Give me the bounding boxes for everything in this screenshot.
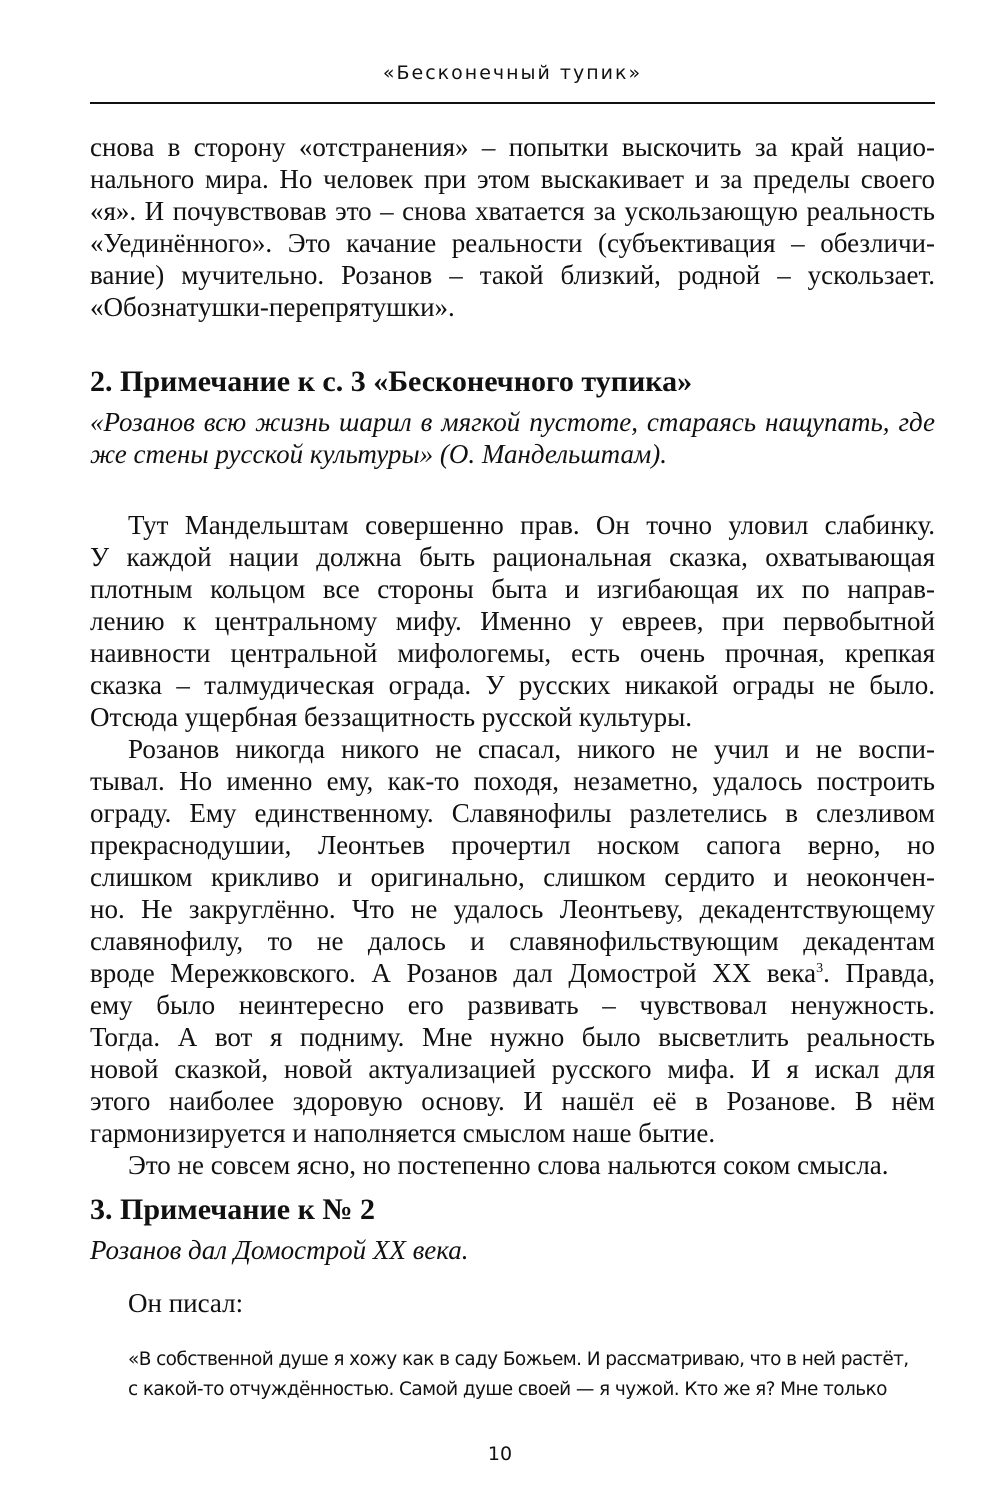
paragraph-2c — [90, 1149, 935, 1181]
running-header: «Бесконечный тупик» — [382, 62, 643, 84]
paragraph-2b — [90, 733, 935, 1149]
text-line: прекраснодушии, Леонтьев прочертил носком сапога верно, но — [90, 830, 935, 860]
text-line: «Розанов всю жизнь шарил в мягкой пустоте, стараясь нащупать, где — [90, 407, 935, 437]
text-line: Он писал: — [128, 1288, 244, 1318]
text-line: но. Не закруглённо. Что не удалось Леонтьеву, декадентствующему — [90, 894, 935, 924]
text-line: «Обознатушки-перепрятушки». — [90, 292, 455, 322]
section-3-lead — [90, 1287, 935, 1319]
text-line: вание) мучительно. Розанов – такой близкий, родной – ускользает. — [90, 260, 935, 290]
text-line: У каждой нации должна быть рациональная сказка, охватывающая — [90, 542, 935, 572]
text-segment: . Правда, — [823, 958, 936, 988]
text-line: же стены русской культуры» (О. Мандельштам). — [90, 439, 667, 469]
text-line: сказка – талмудическая ограда. У русских никакой ограды не было. — [90, 670, 935, 700]
text-line: гармонизируется и наполняется смыслом наше бытие. — [90, 1118, 716, 1148]
text-line: этого наиболее здоровую основу. И нашёл её в Розанове. В нём — [90, 1086, 935, 1116]
text-line: Розанов никогда никого не спасал, никого не учил и не воспи- — [128, 734, 935, 764]
section-2-epigraph — [90, 406, 935, 470]
text-line-with-footnote — [90, 957, 935, 989]
text-line: ограду. Ему единственному. Славянофилы разлетелись в слезливом — [90, 798, 935, 828]
text-line: «я». И почувствовав это – снова хватается за ускользающую реальность — [90, 196, 935, 226]
footnote-mark[interactable]: 3 — [816, 961, 824, 976]
paragraph-1 — [90, 131, 935, 323]
header-rule — [90, 102, 935, 104]
text-line: Тут Мандельштам совершенно прав. Он точно уловил слабинку. — [128, 510, 935, 540]
quote-block — [128, 1345, 908, 1405]
text-line: новой сказкой, новой актуализацией русского мифа. И я искал для — [90, 1054, 935, 1084]
text-line: плотным кольцом все стороны быта и изгибающая их по направ- — [90, 574, 935, 604]
text-line: тывал. Но именно ему, как-то походя, незаметно, удалось построить — [90, 766, 935, 796]
text-line: Розанов дал Домострой XX века. — [90, 1235, 469, 1265]
section-3-heading: 3. Примечание к № 2 — [90, 1193, 376, 1226]
text-line: нального мира. Но человек при этом выскакивает и за пределы своего — [90, 164, 935, 194]
section-2-heading: 2. Примечание к с. 3 «Бесконечного тупика» — [90, 365, 693, 398]
text-line: Тогда. А вот я подниму. Мне нужно было высветлить реальность — [90, 1022, 935, 1052]
text-line: снова в сторону «отстранения» – попытки выскочить за край нацио- — [90, 132, 935, 162]
text-line: наивности центральной мифологемы, есть очень прочная, крепкая — [90, 638, 935, 668]
text-line: слишком крикливо и оригинально, слишком сердито и неокончен- — [90, 862, 935, 892]
section-3-epigraph — [90, 1234, 935, 1266]
text-segment: вроде Мережковского. А Розанов дал Домострой XX века — [90, 958, 817, 988]
text-line: славянофилу, то не далось и славянофильствующим декадентам — [90, 926, 935, 956]
page-number: 10 — [487, 1443, 513, 1465]
text-line: «Уединённого». Это качание реальности (субъективация – обезличи- — [90, 228, 935, 258]
paragraph-2a — [90, 509, 935, 733]
text-line: лению к центральному мифу. Именно у евреев, при первобытной — [90, 606, 935, 636]
text-line: Отсюда ущербная беззащитность русской культуры. — [90, 702, 693, 732]
text-line: Это не совсем ясно, но постепенно слова нальются соком смысла. — [128, 1150, 889, 1180]
quote-line: с какой-то отчуждённостью. Самой душе своей — я чужой. Кто же я? Мне только — [128, 1379, 887, 1400]
text-line: ему было неинтересно его развивать – чувствовал ненужность. — [90, 990, 935, 1020]
quote-line: «В собственной душе я хожу как в саду Божьем. И рассматриваю, что в ней растёт, — [128, 1349, 909, 1370]
